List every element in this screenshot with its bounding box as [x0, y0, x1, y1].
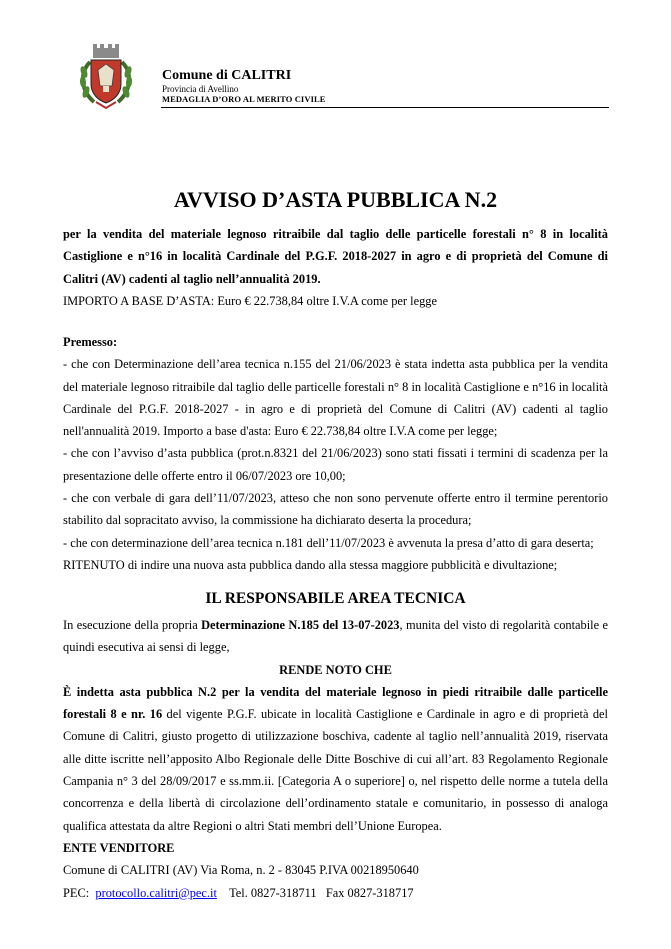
rende-noto-heading: RENDE NOTO CHE — [279, 662, 392, 677]
municipality-name: Comune di CALITRI — [162, 68, 292, 83]
premesso-item: - che con Determinazione dell’area tecnica n.155 del 21/06/2023 è stata indetta asta pubblica per la vendita del materiale legnoso ritraibile dal taglio delle particelle forestali n° 8 in località Castiglione e n°16 in località Cardinale del P.G.F. 2018-2027 - in agro e di proprietà del Comune di Calitri (AV) cadenti al taglio nell'annualità 2019. Importo a base d'asta: Euro € 22.738,84 oltre I.V.A come per legge; — [63, 357, 608, 439]
municipal-crest-icon — [76, 40, 136, 110]
header-divider — [161, 107, 609, 108]
pec-label: PEC: — [63, 885, 90, 900]
premesso-heading: Premesso: — [63, 335, 118, 349]
responsabile-block — [63, 614, 608, 904]
notice-paragraph — [63, 681, 608, 837]
header-text-block — [162, 68, 326, 104]
premesso-item: - che con verbale di gara dell’11/07/2023, atteso che non sono pervenute offerte entro il termine perentorio stabilito dal sopracitato avviso, la commissione ha dichiarato deserta la procedura; — [63, 491, 608, 528]
fax-number: Fax 0827-318717 — [325, 885, 414, 900]
determination-reference: Determinazione N.185 del 13-07-2023 — [201, 618, 400, 632]
notice-bold-text: È indetta asta pubblica N.2 per la vendita del materiale legnoso in piedi ritraibile dalle particelle forestali 8 e nr. 16 — [63, 684, 608, 722]
premesso-block — [63, 331, 608, 576]
execution-text-before: In esecuzione della propria — [63, 618, 202, 632]
document-header — [76, 40, 609, 110]
pec-email-link[interactable]: protocollo.calitri@pec.it — [95, 885, 217, 900]
intro-bold-text: per la vendita del materiale legnoso ritraibile dal taglio delle particelle forestali n° 8 in località Castiglione e n°16 in località Cardinale del P.G.F. 2018-2027 in agro e di proprietà del Comune di Calitri (AV) cadenti al taglio nell’annualità 2019. — [63, 227, 608, 286]
premesso-item: RITENUTO di indire una nuova asta pubblica dando alla stessa maggiore pubblicità e divultazione; — [63, 557, 558, 572]
telephone-number: Tel. 0827-318711 — [229, 885, 317, 900]
document-title: AVVISO D’ASTA PUBBLICA N.2 — [173, 187, 498, 212]
execution-text-after: , munita del visto di regolarità contabile e quindi esecutiva ai sensi di legge, — [63, 618, 608, 655]
province-name: Provincia di Avellino — [162, 84, 239, 94]
execution-paragraph — [63, 614, 608, 659]
notice-rest-text: del vigente P.G.F. ubicate in località Castiglione e Cardinale in agro e di proprietà del Comune di Calitri, giusto progetto di utilizzazione boschiva, cadente al taglio nell’annualità 2019, riservata alle ditte iscritte nell’apposito Albo Regionale delle Ditte Boschive di cui all’art. 83 Regolamento Regionale Campania n° 3 del 28/09/2017 e ss.mm.ii. [Categoria A o superiore] o, nel rispetto delle norme a tutela della concorrenza e della libertà di circolazione dell’ordinamento statale e comunitario, in possesso di analoga qualifica attestata da altre Regioni o altri Stati membri dell’Unione Europea. — [63, 707, 608, 833]
premesso-item: - che con l’avviso d’asta pubblica (prot.n.8321 del 21/06/2023) sono stati fissati i termini di scadenza per la presentazione delle offerte entro il 06/07/2023 ore 10,00; — [63, 446, 608, 483]
intro-block — [63, 223, 608, 312]
ente-contacts — [63, 882, 608, 904]
responsabile-heading: IL RESPONSABILE AREA TECNICA — [205, 590, 466, 607]
premesso-item: - che con determinazione dell’area tecnica n.181 dell’11/07/2023 è avvenuta la presa d’atto di gara deserta; — [63, 535, 594, 550]
importo-text: IMPORTO A BASE D’ASTA: Euro € 22.738,84 oltre I.V.A come per legge — [63, 293, 437, 308]
ente-venditore-heading: ENTE VENDITORE — [63, 840, 175, 855]
medal-text: MEDAGLIA D’ORO AL MERITO CIVILE — [162, 94, 326, 104]
ente-address: Comune di CALITRI (AV) Via Roma, n. 2 - 83045 P.IVA 00218950640 — [63, 863, 419, 878]
